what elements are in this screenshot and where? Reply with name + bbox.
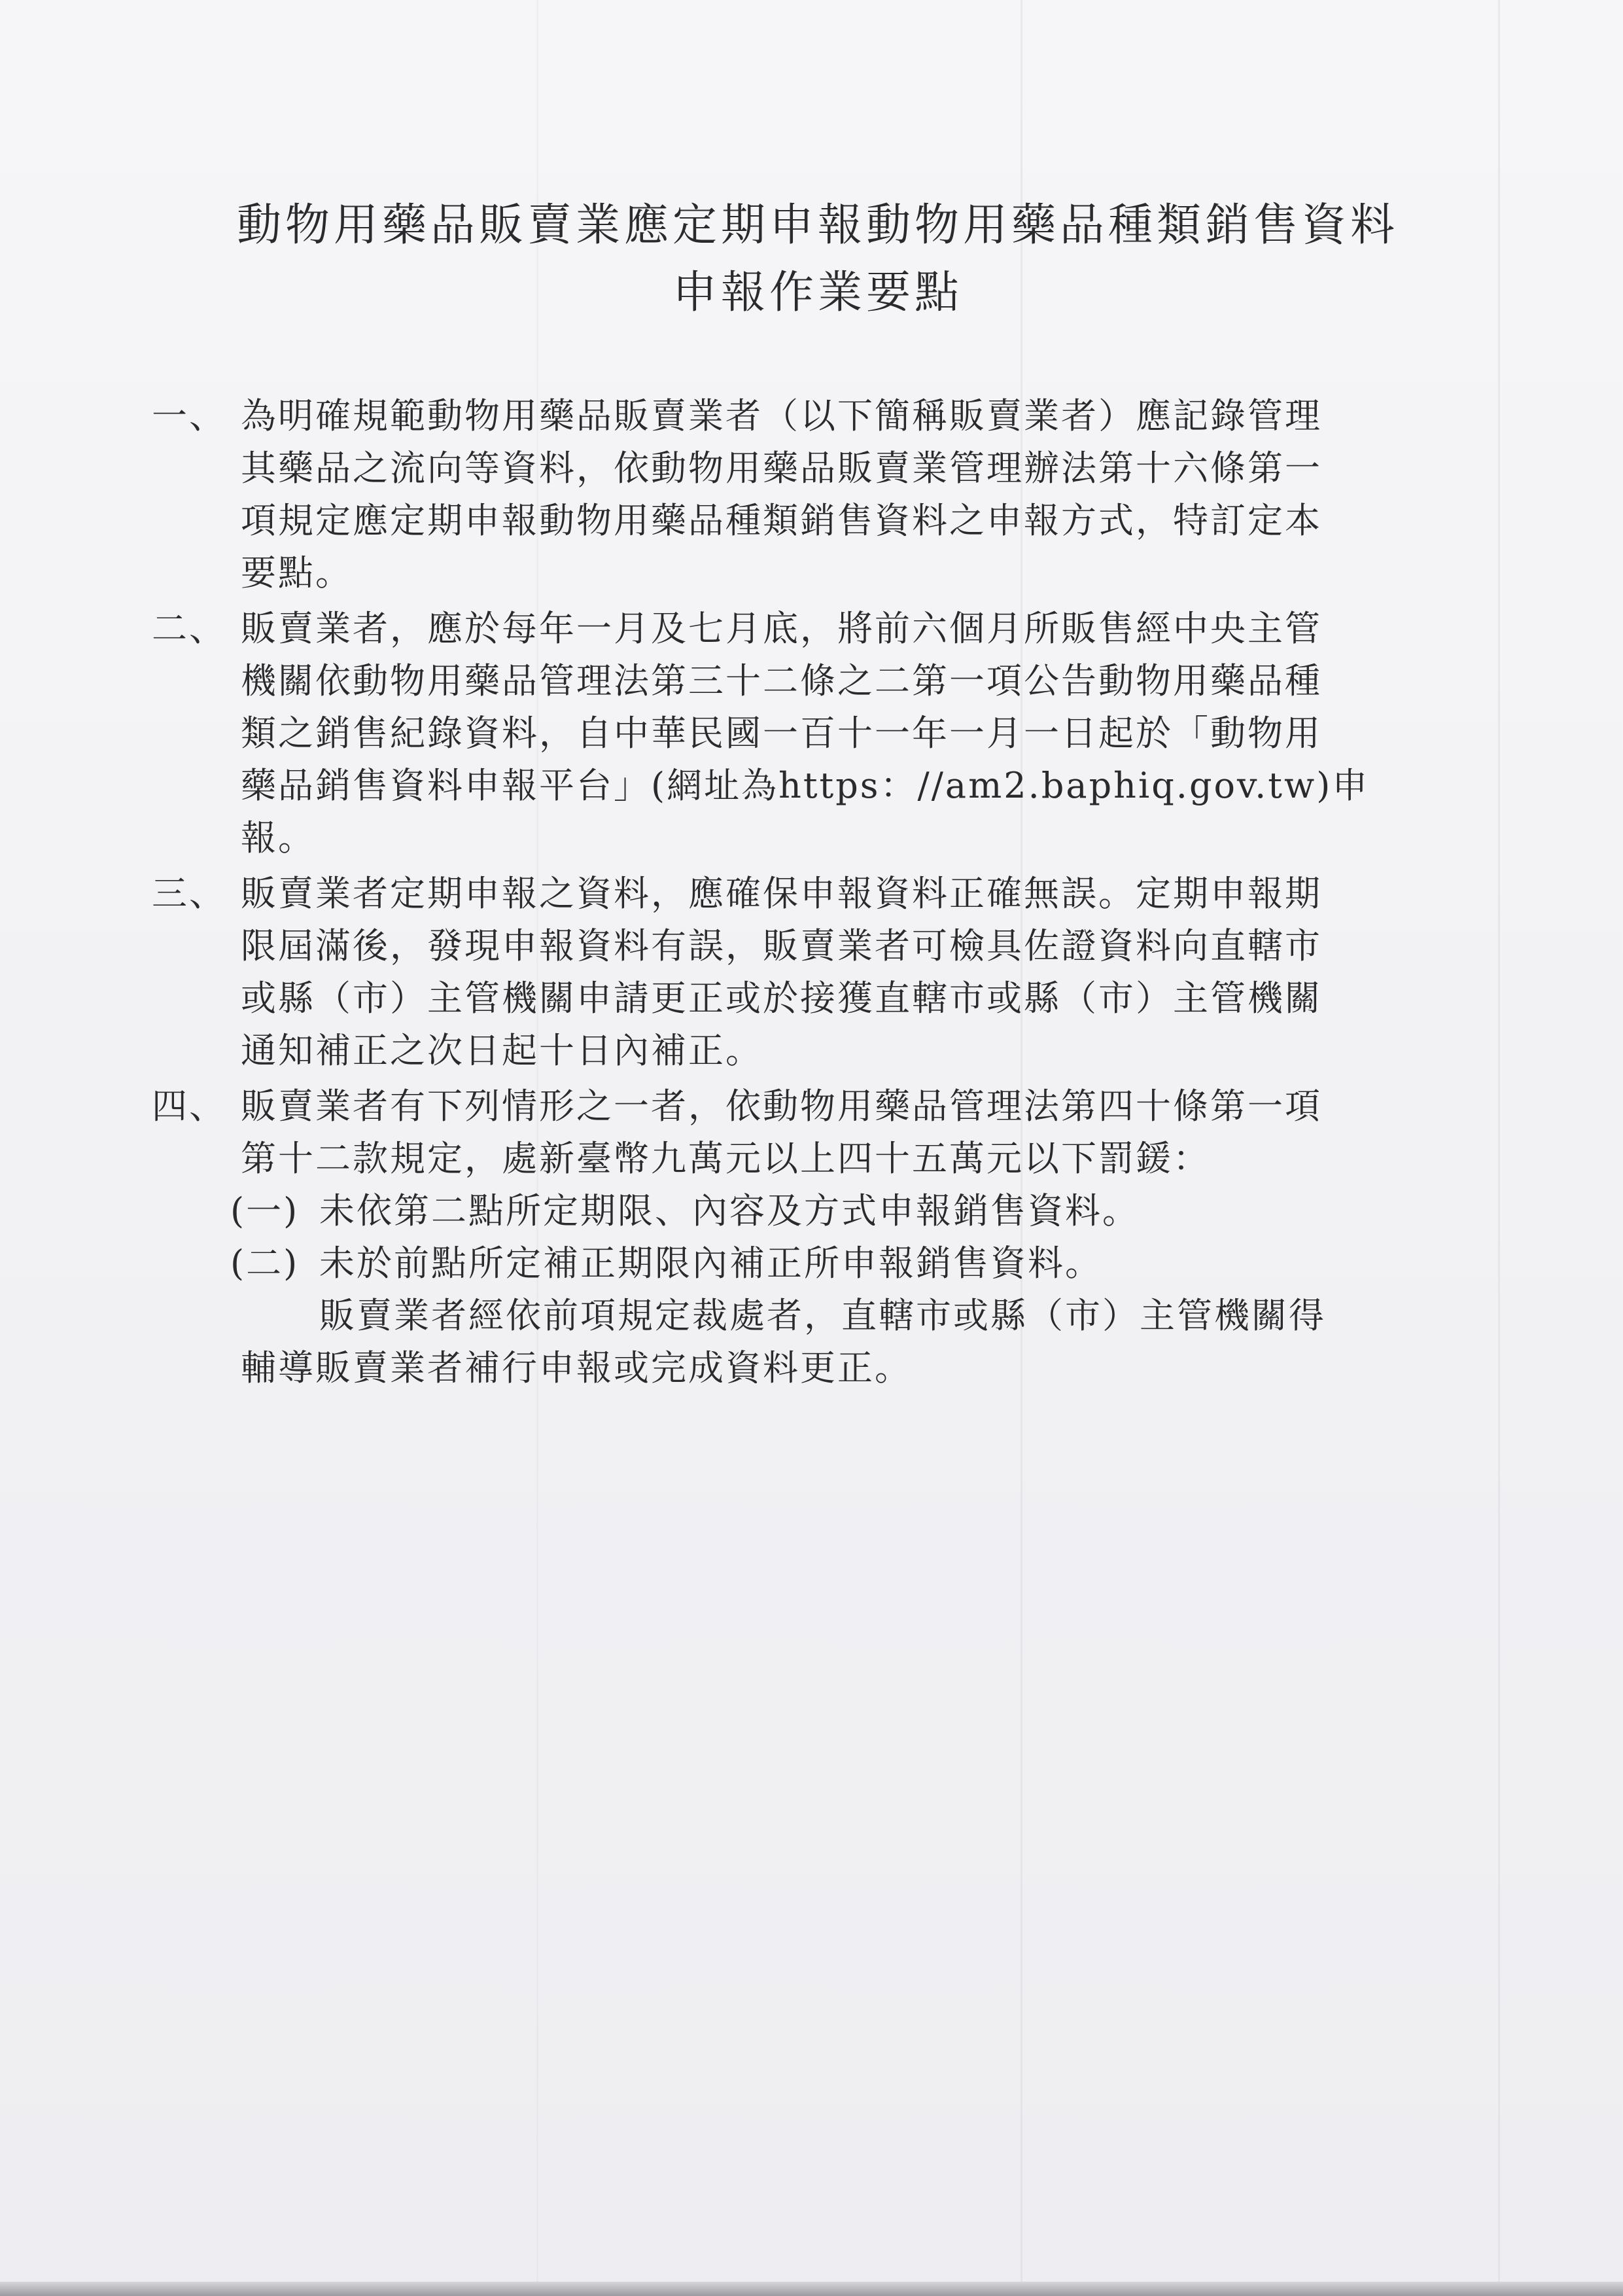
item-1-marker: 一、 [152, 395, 226, 436]
item-3-line-2: 限屆滿後，發現申報資料有誤，販賣業者可檢具佐證資料向直轄市 [241, 925, 1322, 966]
item-4-line-1: 販賣業者有下列情形之一者，依動物用藥品管理法第四十條第一項 [241, 1086, 1322, 1127]
subitem-1-marker: (一) [230, 1190, 300, 1231]
item-2-marker: 二、 [152, 608, 226, 649]
item-1-line-3: 項規定應定期申報動物用藥品種類銷售資料之申報方式，特訂定本 [241, 500, 1322, 541]
item-1-line-1: 為明確規範動物用藥品販賣業者（以下簡稱販賣業者）應記錄管理 [241, 395, 1322, 436]
subitem-2-text: 未於前點所定補正期限內補正所申報銷售資料。 [319, 1243, 1102, 1284]
closing-line-2: 輔導販賣業者補行申報或完成資料更正。 [241, 1347, 912, 1388]
item-4-line-2: 第十二款規定，處新臺幣九萬元以上四十五萬元以下罰鍰： [241, 1138, 1210, 1179]
item-3-marker: 三、 [152, 873, 226, 914]
item-2-line-3: 類之銷售紀錄資料，自中華民國一百十一年一月一日起於「動物用 [241, 713, 1322, 754]
item-1-line-4: 要點。 [241, 552, 353, 593]
item-2-line-2: 機關依動物用藥品管理法第三十二條之二第一項公告動物用藥品種 [241, 660, 1322, 701]
item-3-line-4: 通知補正之次日起十日內補正。 [241, 1030, 763, 1071]
item-1-line-2: 其藥品之流向等資料，依動物用藥品販賣業管理辦法第十六條第一 [241, 448, 1322, 489]
subitem-1-text: 未依第二點所定期限、內容及方式申報銷售資料。 [319, 1190, 1140, 1231]
item-2-line-1: 販賣業者，應於每年一月及七月底，將前六個月所販售經中央主管 [241, 608, 1322, 649]
item-3-line-1: 販賣業者定期申報之資料，應確保申報資料正確無誤。定期申報期 [241, 873, 1322, 914]
document-title-line-2: 申報作業要點 [672, 267, 963, 319]
document-title-line-1: 動物用藥品販賣業應定期申報動物用藥品種類銷售資料 [236, 200, 1399, 251]
item-4-marker: 四、 [152, 1086, 226, 1127]
scan-bottom-edge [0, 2282, 1623, 2296]
item-2-line-5: 報。 [241, 817, 315, 858]
subitem-2-marker: (二) [230, 1243, 300, 1284]
item-2-line-4: 藥品銷售資料申報平台」(網址為https：//am2.baphiq.gov.tw)申 [241, 765, 1370, 806]
item-3-line-3: 或縣（市）主管機關申請更正或於接獲直轄市或縣（市）主管機關 [241, 978, 1322, 1019]
closing-line-1: 販賣業者經依前項規定裁處者，直轄市或縣（市）主管機關得 [319, 1295, 1326, 1336]
